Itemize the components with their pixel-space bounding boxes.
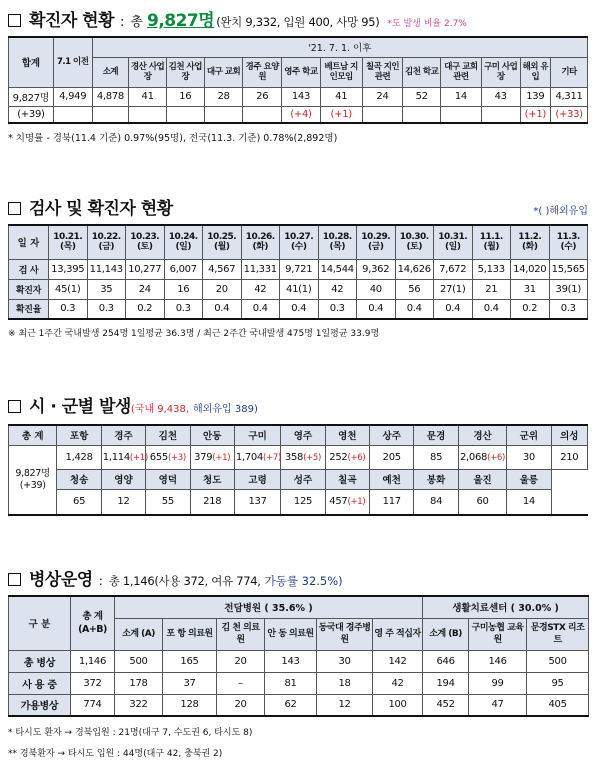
cell-delta: (+33) bbox=[551, 106, 588, 123]
col-header: 기타 bbox=[551, 57, 588, 87]
total-confirmed: 9,827명 bbox=[146, 11, 215, 31]
region-name: 경산 bbox=[458, 425, 506, 445]
section-title: 병상운영 bbox=[29, 570, 93, 590]
bed-count: 18 bbox=[317, 672, 373, 694]
tests-table: 일 자 10.21. (목) 10.22. (금) 10.23. (토) 10.24. (일) 10.25. (월) 10.26. (화) 10.27. (수) 10.28. (목) 10.29. (금) 10.30. (토) 10.31. (일) 11.1. (월) 11.2. (화) 11.3. (수) 검 사 13,395 11,143 10,277 6,007 4,567 11,331 9,721 14,544 9,362 14,626 7,672 5,133 14,020 15,565 확진자 45(1) 35 24 16 20 42 41(1) 42 40 56 27(1) 21 31 39(1) 확진율 0.3 0.3 0.2 0.3 0.4 0.4 0.4 0.3 0.4 0.4 0.4 0.4 0.2 0.3 bbox=[8, 224, 588, 320]
region-delta: (+3) bbox=[167, 452, 186, 463]
section-regions bbox=[8, 392, 588, 516]
cell-value: 16 bbox=[166, 87, 204, 106]
cell-delta bbox=[481, 106, 520, 123]
cell-value: 41 bbox=[129, 87, 167, 106]
cell-delta: (+39) bbox=[9, 106, 54, 123]
section-tests bbox=[8, 194, 588, 339]
region-count: 379(+1) bbox=[190, 445, 234, 469]
date-header: 11.2. (화) bbox=[511, 225, 550, 259]
section-title: 검사 및 확진자 현황 bbox=[29, 199, 173, 219]
bed-count: 452 bbox=[423, 694, 469, 716]
region-name: 영주 bbox=[281, 425, 325, 445]
region-name: 영양 bbox=[101, 469, 145, 489]
region-count: 1,428 bbox=[57, 445, 101, 469]
bed-count: 646 bbox=[423, 650, 469, 672]
region-name: 군위 bbox=[507, 425, 551, 445]
section-confirmed-status bbox=[8, 6, 588, 144]
date-header: 11.1. (월) bbox=[472, 225, 511, 259]
bed-count: 178 bbox=[115, 672, 163, 694]
region-name: 청송 bbox=[57, 469, 101, 489]
col-header: 대구 교회관련 bbox=[441, 57, 482, 87]
test-count: 14,626 bbox=[395, 259, 434, 279]
region-count: 30 bbox=[507, 445, 551, 469]
bed-count: 99 bbox=[469, 672, 527, 694]
confirmed-count: 42 bbox=[241, 279, 280, 299]
confirmed-count: 20 bbox=[203, 279, 242, 299]
bed-col-header: 김 천 의료원 bbox=[217, 618, 265, 650]
region-count: 2,068(+6) bbox=[458, 445, 506, 469]
region-count: 358(+5) bbox=[281, 445, 325, 469]
test-count: 11,331 bbox=[241, 259, 280, 279]
region-count: 210 bbox=[551, 445, 587, 469]
checkbox-square-icon bbox=[8, 573, 21, 586]
region-name: 의성 bbox=[551, 425, 587, 445]
bed-count: 62 bbox=[265, 694, 317, 716]
date-header: 10.21. (목) bbox=[49, 225, 88, 259]
region-count: 457(+1) bbox=[325, 489, 369, 515]
bed-count: 405 bbox=[527, 694, 589, 716]
region-count: 1,114(+1) bbox=[101, 445, 145, 469]
col-header: 김천 사업장 bbox=[166, 57, 204, 87]
confirmed-count: 21 bbox=[472, 279, 511, 299]
region-name: 예천 bbox=[370, 469, 414, 489]
checkbox-square-icon bbox=[8, 14, 21, 27]
col-header: 칠곡 지인관련 bbox=[362, 57, 403, 87]
test-count: 11,143 bbox=[87, 259, 126, 279]
date-header: 10.27. (수) bbox=[280, 225, 319, 259]
region-name: 울진 bbox=[458, 469, 506, 489]
region-name: 상주 bbox=[370, 425, 414, 445]
cell-value: 4,311 bbox=[551, 87, 588, 106]
region-count: 252(+6) bbox=[325, 445, 369, 469]
checkbox-square-icon bbox=[8, 400, 21, 413]
bed-count: 20 bbox=[217, 694, 265, 716]
test-count: 13,395 bbox=[49, 259, 88, 279]
bed-count: 1,146 bbox=[71, 650, 115, 672]
region-delta: (+1) bbox=[212, 452, 231, 463]
confirmed-count: 24 bbox=[126, 279, 165, 299]
region-name: 울릉 bbox=[507, 469, 551, 489]
cell-value: 28 bbox=[204, 87, 243, 106]
region-count: 65 bbox=[57, 489, 101, 515]
positive-rate: 0.4 bbox=[434, 299, 473, 319]
region-name: 구미 bbox=[234, 425, 280, 445]
section-header bbox=[8, 194, 588, 219]
side-note: *도 발생 비율 2.7% bbox=[387, 19, 467, 29]
empty-cell bbox=[551, 469, 587, 489]
positive-rate: 0.4 bbox=[241, 299, 280, 319]
cell-delta bbox=[441, 106, 482, 123]
date-header: 10.23. (토) bbox=[126, 225, 165, 259]
cell-delta bbox=[129, 106, 167, 123]
confirmed-count: 42 bbox=[318, 279, 357, 299]
region-count: 84 bbox=[414, 489, 458, 515]
region-name: 경주 bbox=[101, 425, 145, 445]
cell-value: 24 bbox=[362, 87, 403, 106]
checkbox-square-icon bbox=[8, 202, 21, 215]
positive-rate: 0.4 bbox=[357, 299, 396, 319]
bed-col-header: 포 항 의료원 bbox=[163, 618, 217, 650]
col-header: 경산 사업장 bbox=[129, 57, 167, 87]
region-name: 안동 bbox=[190, 425, 234, 445]
overseas-note: *( )해외유입 bbox=[533, 206, 588, 217]
bed-count: 774 bbox=[71, 694, 115, 716]
section-beds bbox=[8, 565, 588, 759]
section-title: 확진자 현황 bbox=[29, 11, 115, 31]
confirmed-count: 56 bbox=[395, 279, 434, 299]
region-count: 117 bbox=[370, 489, 414, 515]
empty-cell bbox=[551, 489, 587, 515]
bed-col-header: 동국대 경주병원 bbox=[317, 618, 373, 650]
positive-rate: 0.4 bbox=[203, 299, 242, 319]
region-count: 137 bbox=[234, 489, 280, 515]
beds-table: 구 분 총 계 (A+B) 전담병원 ( 35.6% ) 생활치료센터 ( 30.0% ) 소계 (A) 포 항 의료원 김 천 의료원 안 동 의료원 동국대 경주병원 영 주 적십자 소계 (B) 구미농협 교육원 문경STX 리조트 총 병상 1,146 500 165 20 143 30 142 646 146 500 사 용 중 372 178 37 – 81 18 42 194 99 95 가용병상 774 322 128 20 62 12 100 452 47 405 bbox=[8, 595, 589, 717]
summary-detail: (완치 9,332, 입원 400, 사망 95) bbox=[216, 15, 380, 29]
region-name: 성주 bbox=[281, 469, 325, 489]
cell-delta bbox=[92, 106, 129, 123]
region-count: 125 bbox=[281, 489, 325, 515]
confirmed-count: 27(1) bbox=[434, 279, 473, 299]
bed-count: 100 bbox=[373, 694, 423, 716]
section-header: 확진자 현황 : 총 9,827명 (완치 9,332, 입원 400, 사망 95) *도 발생 비율 2.7% bbox=[8, 6, 588, 28]
test-count: 6,007 bbox=[164, 259, 203, 279]
bed-col-header: 영 주 적십자 bbox=[373, 618, 423, 650]
region-delta: (+7) bbox=[263, 452, 282, 463]
region-name: 영천 bbox=[325, 425, 369, 445]
confirmed-count: 39(1) bbox=[549, 279, 588, 299]
bed-count: 143 bbox=[265, 650, 317, 672]
cell-value: 41 bbox=[320, 87, 362, 106]
col-header: 구미 사업장 bbox=[481, 57, 520, 87]
region-count: 1,704(+7) bbox=[234, 445, 280, 469]
bed-row bbox=[9, 672, 589, 694]
region-count: 55 bbox=[146, 489, 190, 515]
bed-count: 81 bbox=[265, 672, 317, 694]
bed-row-label: 사 용 중 bbox=[9, 672, 71, 694]
cell-value: 143 bbox=[282, 87, 321, 106]
cell-delta bbox=[362, 106, 403, 123]
date-header: 10.31. (일) bbox=[434, 225, 473, 259]
region-count: 60 bbox=[458, 489, 506, 515]
bed-count: 500 bbox=[115, 650, 163, 672]
date-header: 10.30. (토) bbox=[395, 225, 434, 259]
region-name: 포항 bbox=[57, 425, 101, 445]
cell-delta: (+1) bbox=[320, 106, 362, 123]
date-header: 10.26. (화) bbox=[241, 225, 280, 259]
confirmed-table: 합계 7.1 이전 '21. 7. 1. 이후 소계 경산 사업장 김천 사업장 대구 교회 경주 요양원 영주 학교 베트남 지인모임 칠곡 지인관련 김천 학교 대구 교회관련 구미 사업장 해외 유입 기타 9,827명 4,949 4,878 41 16 28 26 143 41 24 52 14 43 139 4,311 (+39) (+4) (+1) (+1) (+33) bbox=[8, 36, 588, 124]
bed-count: 42 bbox=[373, 672, 423, 694]
cell-value: 9,827명 bbox=[9, 87, 54, 106]
bed-count: 37 bbox=[163, 672, 217, 694]
test-count: 7,672 bbox=[434, 259, 473, 279]
positive-rate: 0.3 bbox=[549, 299, 588, 319]
positive-rate: 0.4 bbox=[395, 299, 434, 319]
cell-delta bbox=[53, 106, 92, 123]
confirmed-count: 41(1) bbox=[280, 279, 319, 299]
cell-delta bbox=[243, 106, 282, 123]
cell-value: 4,949 bbox=[53, 87, 92, 106]
bed-count: 142 bbox=[373, 650, 423, 672]
confirmed-count: 16 bbox=[164, 279, 203, 299]
col-header: 김천 학교 bbox=[403, 57, 441, 87]
col-header: 베트남 지인모임 bbox=[320, 57, 362, 87]
confirmed-count: 31 bbox=[511, 279, 550, 299]
region-name: 문경 bbox=[414, 425, 458, 445]
region-name: 고령 bbox=[234, 469, 280, 489]
region-name: 청도 bbox=[190, 469, 234, 489]
date-header: 10.22. (금) bbox=[87, 225, 126, 259]
bed-col-header: 안 동 의료원 bbox=[265, 618, 317, 650]
bed-col-header: 소계 (B) bbox=[423, 618, 469, 650]
bed-count: 372 bbox=[71, 672, 115, 694]
region-delta: (+6) bbox=[347, 452, 366, 463]
bed-count: – bbox=[217, 672, 265, 694]
test-count: 9,362 bbox=[357, 259, 396, 279]
bed-col-header: 소계 (A) bbox=[115, 618, 163, 650]
test-count: 5,133 bbox=[472, 259, 511, 279]
test-count: 14,544 bbox=[318, 259, 357, 279]
bed-count: 47 bbox=[469, 694, 527, 716]
cell-value: 4,878 bbox=[92, 87, 129, 106]
test-count: 14,020 bbox=[511, 259, 550, 279]
confirmed-count: 35 bbox=[87, 279, 126, 299]
bed-count: 500 bbox=[527, 650, 589, 672]
date-header: 11.3. (수) bbox=[549, 225, 588, 259]
region-name: 칠곡 bbox=[325, 469, 369, 489]
region-count: 205 bbox=[370, 445, 414, 469]
region-count: 218 bbox=[190, 489, 234, 515]
test-count: 15,565 bbox=[549, 259, 588, 279]
region-total: 9,827명 (+39) bbox=[9, 445, 57, 515]
region-count: 12 bbox=[101, 489, 145, 515]
bed-count: 165 bbox=[163, 650, 217, 672]
bed-count: 95 bbox=[527, 672, 589, 694]
bed-col-header: 문경STX 리조트 bbox=[527, 618, 589, 650]
col-header: 소계 bbox=[92, 57, 129, 87]
weekly-note: ※ 최근 1주간 국내발생 254명 1일평균 36.3명 / 최근 2주간 국내발생 475명 1일평균 33.9명 bbox=[8, 329, 380, 339]
cell-value: 26 bbox=[243, 87, 282, 106]
date-header: 10.29. (금) bbox=[357, 225, 396, 259]
test-count: 9,721 bbox=[280, 259, 319, 279]
confirmed-count: 40 bbox=[357, 279, 396, 299]
cell-value: 14 bbox=[441, 87, 482, 106]
test-count: 4,567 bbox=[203, 259, 242, 279]
cell-value: 139 bbox=[520, 87, 551, 106]
occupancy-rate: 가동률 32.5%) bbox=[264, 574, 343, 588]
regions-table: 총 계 포항 경주 김천 안동 구미 영주 영천 상주 문경 경산 군위 의성 9,827명 (+39) 1,428 1,114(+1) 655(+3) 379(+1) 1,704(+7) 358(+5) 252(+6) 205 85 2,068(+6) 30 210 청송 영양 영덕 청도 고령 성주 칠곡 예천 봉화 울진 울릉 65 12 55 218 137 125 457(+1) 117 84 60 14 bbox=[8, 424, 588, 516]
cell-delta bbox=[204, 106, 243, 123]
bed-row bbox=[9, 650, 589, 672]
bed-count: 20 bbox=[217, 650, 265, 672]
bed-count: 194 bbox=[423, 672, 469, 694]
bed-row bbox=[9, 694, 589, 716]
bed-row-label: 가용병상 bbox=[9, 694, 71, 716]
region-delta: (+1) bbox=[347, 497, 366, 508]
bed-count: 30 bbox=[317, 650, 373, 672]
cell-value: 52 bbox=[403, 87, 441, 106]
region-count: 14 bbox=[507, 489, 551, 515]
date-header: 10.25. (월) bbox=[203, 225, 242, 259]
region-name: 봉화 bbox=[414, 469, 458, 489]
col-header: 해외 유입 bbox=[520, 57, 551, 87]
region-count: 655(+3) bbox=[146, 445, 190, 469]
transfer-note-2: ** 경북환자 → 타시도 입원 : 44명(대구 42, 충북권 2) bbox=[8, 749, 223, 759]
col-header: 영주 학교 bbox=[282, 57, 321, 87]
section-header: 시 · 군별 발생 (국내 9,438, 해외유입 389) bbox=[8, 392, 588, 414]
date-header: 10.28. (목) bbox=[318, 225, 357, 259]
bed-count: 146 bbox=[469, 650, 527, 672]
region-delta: (+5) bbox=[303, 452, 322, 463]
section-header: 병상운영 : 총 1,146(사용 372, 여유 774, 가동률 32.5%) bbox=[8, 565, 588, 587]
test-count: 10,277 bbox=[126, 259, 165, 279]
cell-delta: (+4) bbox=[282, 106, 321, 123]
positive-rate: 0.3 bbox=[318, 299, 357, 319]
region-name: 김천 bbox=[146, 425, 190, 445]
section-title: 시 · 군별 발생 bbox=[29, 397, 131, 417]
region-name: 영덕 bbox=[146, 469, 190, 489]
bed-count: 12 bbox=[317, 694, 373, 716]
region-delta: (+6) bbox=[487, 452, 506, 463]
positive-rate: 0.2 bbox=[126, 299, 165, 319]
region-delta: (+1) bbox=[129, 452, 148, 463]
positive-rate: 0.3 bbox=[49, 299, 88, 319]
cell-delta: (+1) bbox=[520, 106, 551, 123]
positive-rate: 0.2 bbox=[511, 299, 550, 319]
positive-rate: 0.4 bbox=[472, 299, 511, 319]
bed-col-header: 구미농협 교육원 bbox=[469, 618, 527, 650]
fatality-note: * 치명률 - 경북(11.4 기준) 0.97%(95명), 전국(11.3. 기준) 0.78%(2,892명) bbox=[8, 133, 338, 144]
bed-count: 322 bbox=[115, 694, 163, 716]
col-header: 대구 교회 bbox=[204, 57, 243, 87]
positive-rate: 0.3 bbox=[87, 299, 126, 319]
col-header: 경주 요양원 bbox=[243, 57, 282, 87]
positive-rate: 0.4 bbox=[280, 299, 319, 319]
cell-delta bbox=[166, 106, 204, 123]
bed-count: 128 bbox=[163, 694, 217, 716]
cell-value: 43 bbox=[481, 87, 520, 106]
cell-delta bbox=[403, 106, 441, 123]
date-header: 10.24. (일) bbox=[164, 225, 203, 259]
positive-rate: 0.3 bbox=[164, 299, 203, 319]
transfer-note-1: * 타시도 환자 → 경북입원 : 21명(대구 7, 수도권 6, 타시도 8) bbox=[8, 728, 253, 738]
bed-row-label: 총 병상 bbox=[9, 650, 71, 672]
region-count: 85 bbox=[414, 445, 458, 469]
confirmed-count: 45(1) bbox=[49, 279, 88, 299]
